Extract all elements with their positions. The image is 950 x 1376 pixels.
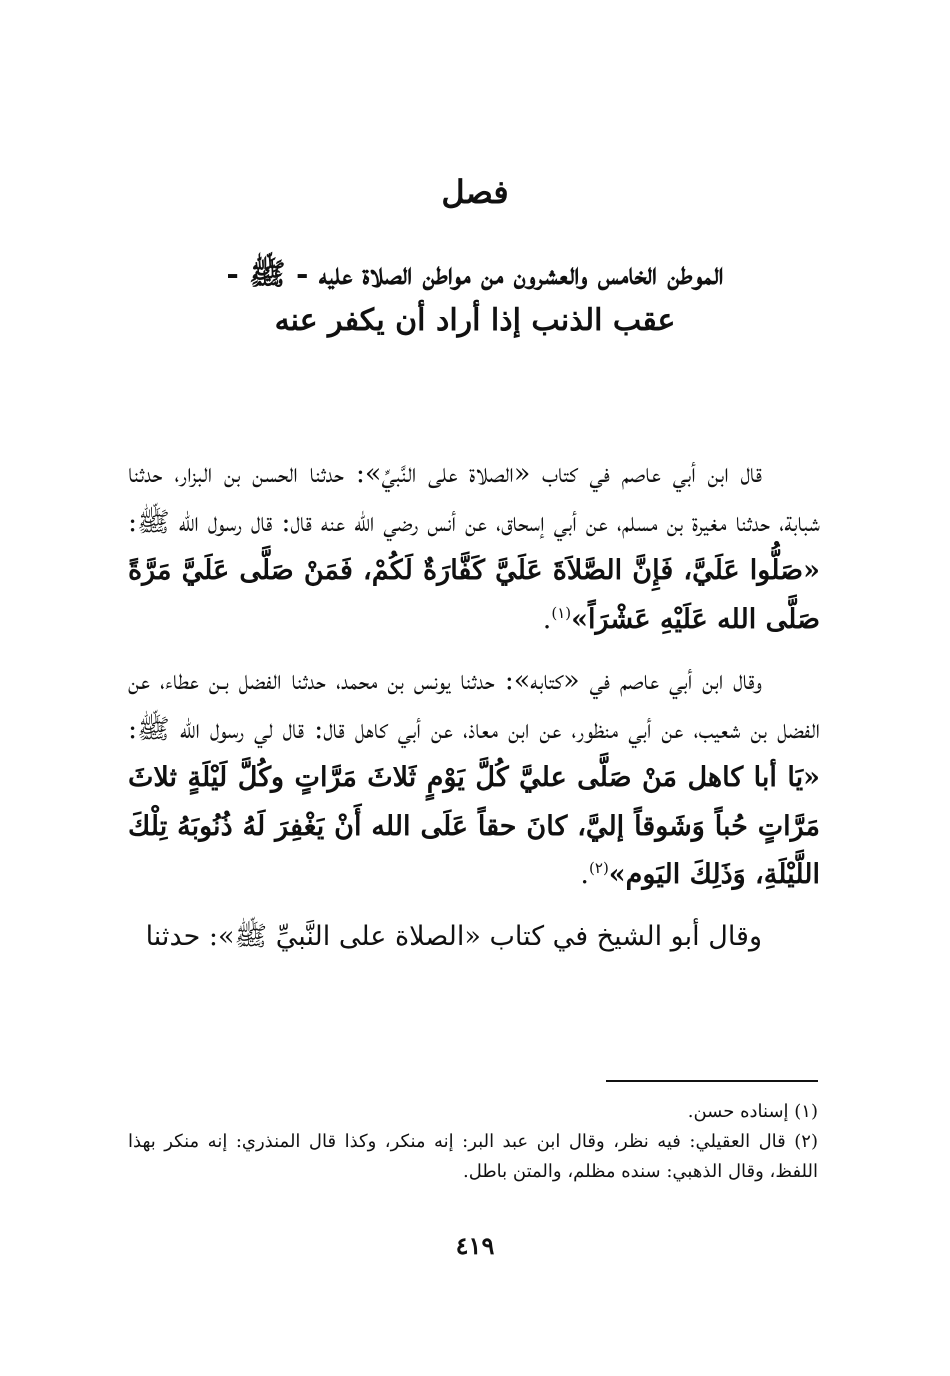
footnote-divider bbox=[606, 1080, 818, 1082]
footnote-ref-2: (٢) bbox=[589, 859, 609, 877]
footnote-ref-1: (١) bbox=[551, 603, 572, 622]
footnote-1-number: (١) bbox=[794, 1101, 818, 1122]
paragraph-1-end: . bbox=[542, 603, 552, 635]
hadith-quote-2: «يَا أبا كاهل مَنْ صَلَّى عليَّ كُلَّ يَوْمٍ ثَلاثَ مَرَّاتٍ وكُلَّ لَيْلَةٍ ثلاثَ مَرَّاتٍ حُباً وَشَوقاً إليَّ، كانَ حقاً عَلَى الله أَنْ يَغْفِرَ لَهُ ذُنُوبَهُ تِلْكَ اللَّيْلَةِ، وَذَلِكَ اليَوم» bbox=[128, 762, 820, 890]
footnote-2-number: (٢) bbox=[794, 1131, 818, 1152]
chapter-title bbox=[120, 252, 830, 344]
body-text bbox=[128, 450, 820, 974]
paragraph-1 bbox=[128, 450, 820, 644]
footnote-1 bbox=[128, 1097, 818, 1127]
footnote-1-text: إسناده حسن. bbox=[687, 1101, 789, 1122]
footnotes bbox=[128, 1097, 818, 1187]
page-number: ٤١٩ bbox=[455, 1231, 495, 1260]
paragraph-3 bbox=[128, 913, 820, 962]
footnote-2-text: قال العقيلي: فيه نظر، وقال ابن عبد البر: إنه منكر، وكذا قال المنذري: إنه منكر بهذا اللفظ، وقال الذهبي: سنده مظلم، والمتن باطل. bbox=[128, 1131, 818, 1182]
chapter-title-line-1: الموطن الخامس والعشرون من مواطن الصلاة عليه - ﷺ - bbox=[226, 257, 724, 292]
paragraph-2 bbox=[128, 657, 820, 900]
footnote-2 bbox=[128, 1127, 818, 1187]
section-label: فصل bbox=[441, 173, 509, 211]
paragraph-2-intro: وقال ابن أبي عاصم في «كتابه»: حدثنا يونس بن محمد، حدثنا الفضل بـن عطاء، عن الفضل بن شعيب، عن أبي منظور، عن ابن معاذ، عن أبي كاهل قال: قال لي رسول الله ﷺ: bbox=[128, 665, 820, 745]
paragraph-3-intro: وقال أبو الشيخ في كتاب «الصلاة على النَّبيِّ ﷺ»: حدثنا bbox=[145, 920, 762, 952]
chapter-title-line-2: عقب الذنب إذا أراد أن يكفر عنه bbox=[274, 303, 676, 338]
paragraph-1-intro: قال ابن أبي عاصم في كتاب «الصلاة على النَّبيِّ»: حدثنا الحسن بن البزار، حدثنا شبابة، حدثنا مغيرة بن مسلم، عن أبي إسحاق، عن أنس رضي الله عنه قال: قال رسول الله ﷺ: bbox=[128, 458, 820, 538]
paragraph-2-end: . bbox=[580, 859, 590, 890]
hadith-quote-1: «صَلُّوا عَلَيَّ، فَإِنَّ الصَّلاَةَ عَلَيَّ كَفَّارَةٌ لَكُمْ، فَمَنْ صَلَّى عَلَيَّ مَرَّةً صَلَّى الله عَلَيْهِ عَشْرَاً» bbox=[128, 555, 820, 635]
